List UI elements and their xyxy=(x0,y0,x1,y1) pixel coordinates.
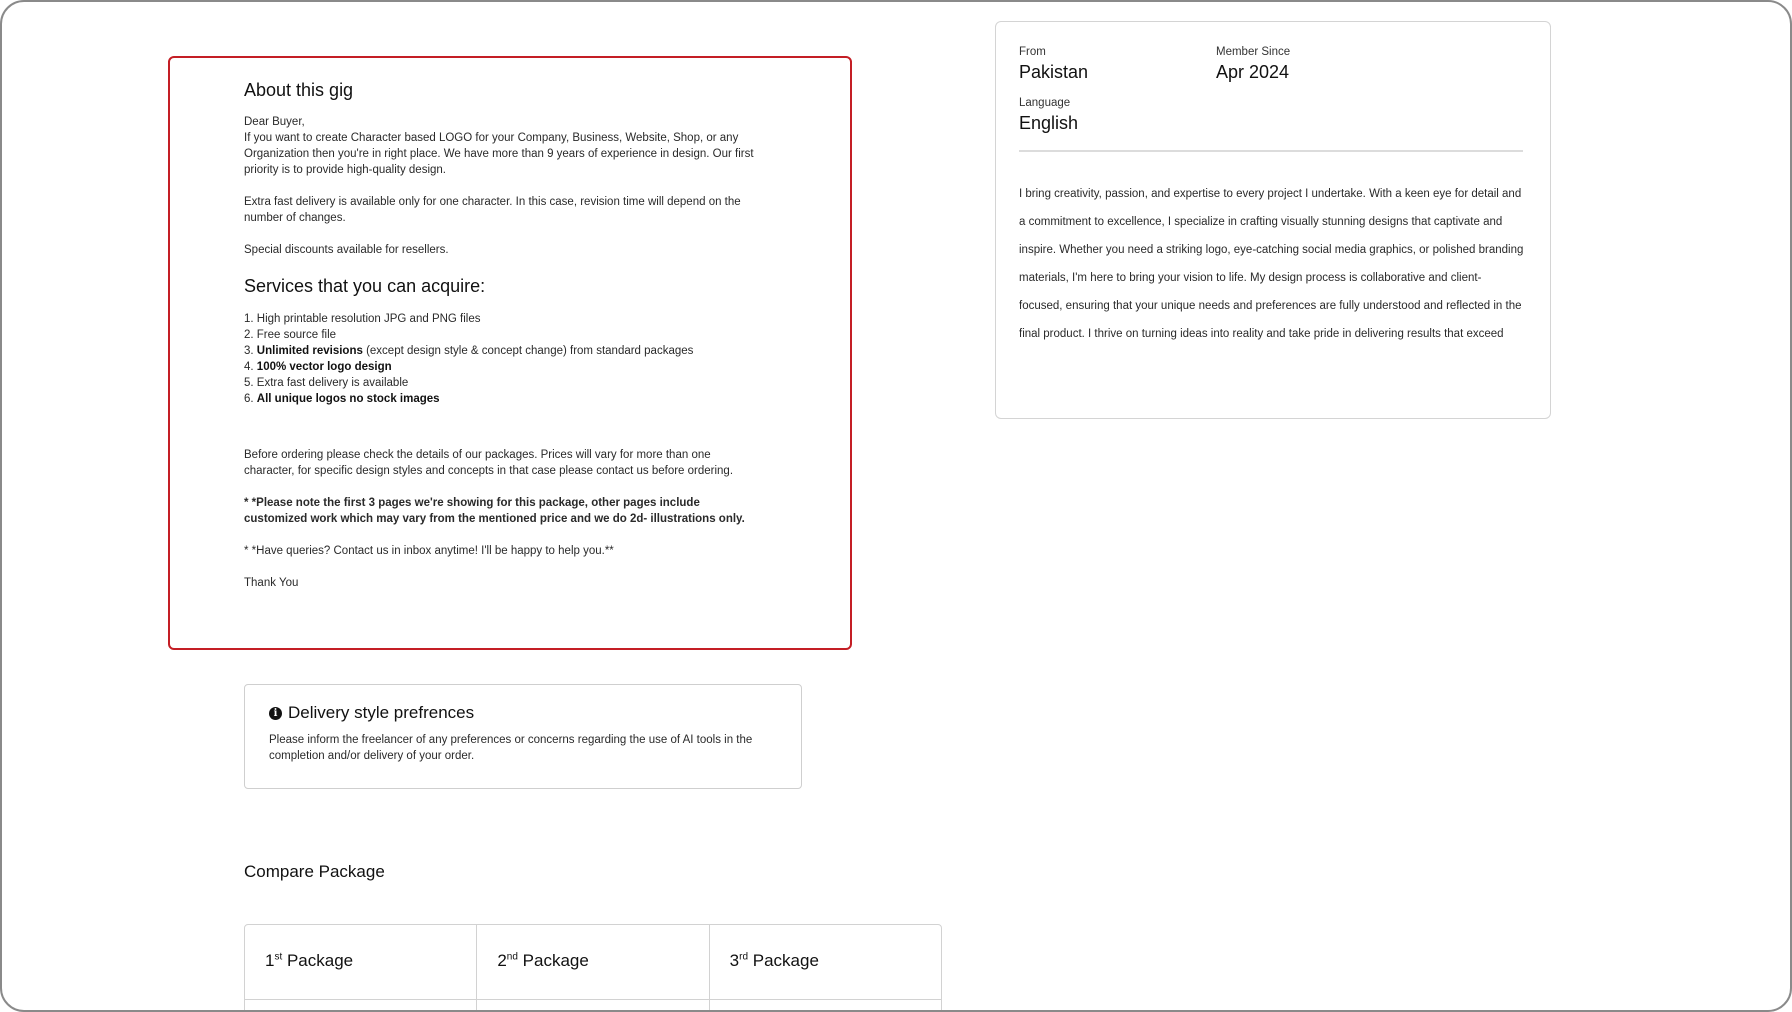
service-item: 5. Extra fast delivery is available xyxy=(244,377,409,389)
seller-language xyxy=(1019,97,1216,134)
queries-text: * *Have queries? Contact us in inbox anytime! I'll be happy to help you.** xyxy=(244,545,614,557)
seller-info-card xyxy=(995,21,1551,419)
about-fast-delivery: Extra fast delivery is available only for one character. In this case, revision time will depend on the number of changes. xyxy=(244,196,741,224)
about-title: About this gig xyxy=(244,80,354,100)
from-label: From xyxy=(1019,46,1046,58)
about-intro: If you want to create Character based LOGO for your Company, Business, Website, Shop, or any Organization then you're in right place. We have more than 9 years of experience in design. Our first priority is to provide high-quality design. xyxy=(244,132,754,176)
member-since-value: Apr 2024 xyxy=(1216,62,1290,82)
compare-package-table xyxy=(244,924,942,1012)
service-item: 6. All unique logos no stock images xyxy=(244,393,440,405)
service-item: 2. Free source file xyxy=(244,329,337,341)
package-header-1[interactable]: 1st Package xyxy=(245,925,476,1000)
delivery-preferences-box xyxy=(244,684,802,789)
package-column xyxy=(477,925,709,1012)
compare-package-title: Compare Package xyxy=(244,862,385,881)
language-value: English xyxy=(1019,113,1079,133)
seller-from xyxy=(1019,46,1216,83)
about-discounts: Special discounts available for resellers. xyxy=(244,244,449,256)
service-item: 3. Unlimited revisions (except design style & concept change) from standard packages xyxy=(244,345,694,357)
package-note: * *Please note the first 3 pages we're showing for this package, other pages include customized work which may vary from the mentioned price and we do 2d- illustrations only. xyxy=(244,497,745,525)
seller-member-since xyxy=(1216,46,1413,83)
package-header-2[interactable]: 2nd Package xyxy=(477,925,708,1000)
before-ordering-text: Before ordering please check the details of our packages. Prices will vary for more than one character, for specific design styles and concepts in that case please contact us before ordering. xyxy=(244,449,734,477)
from-value: Pakistan xyxy=(1019,62,1089,82)
service-item: 4. 100% vector logo design xyxy=(244,361,392,373)
language-label: Language xyxy=(1019,97,1071,109)
services-list xyxy=(244,311,850,407)
about-gig-section xyxy=(168,56,852,650)
delivery-title: Delivery style prefrences xyxy=(288,703,475,722)
info-icon: i xyxy=(269,707,282,720)
seller-bio: I bring creativity, passion, and expertise to every project I undertake. With a keen eye for detail and a commitment to excellence, I specialize in crafting visually stunning designs that captivate and inspire. Whether you need a striking logo, eye-catching social media graphics, or polished branding materials, I'm here to bring your vision to life. My design process is collaborative and client-focused, ensuring that your unique needs and preferences are fully understood and reflected in the final product. I thrive on turning ideas into reality and take pride in delivering results that exceed xyxy=(1019,188,1524,340)
package-column xyxy=(710,925,941,1012)
services-title: Services that you can acquire: xyxy=(244,276,486,296)
package-column xyxy=(245,925,477,1012)
delivery-text: Please inform the freelancer of any preferences or concerns regarding the use of AI tools in the completion and/or delivery of your order. xyxy=(269,734,753,762)
package-header-3[interactable]: 3rd Package xyxy=(710,925,941,1000)
seller-divider xyxy=(1019,150,1523,152)
about-greeting: Dear Buyer, xyxy=(244,116,305,128)
thank-you-text: Thank You xyxy=(244,577,299,589)
service-item: 1. High printable resolution JPG and PNG files xyxy=(244,313,481,325)
member-since-label: Member Since xyxy=(1216,46,1291,58)
